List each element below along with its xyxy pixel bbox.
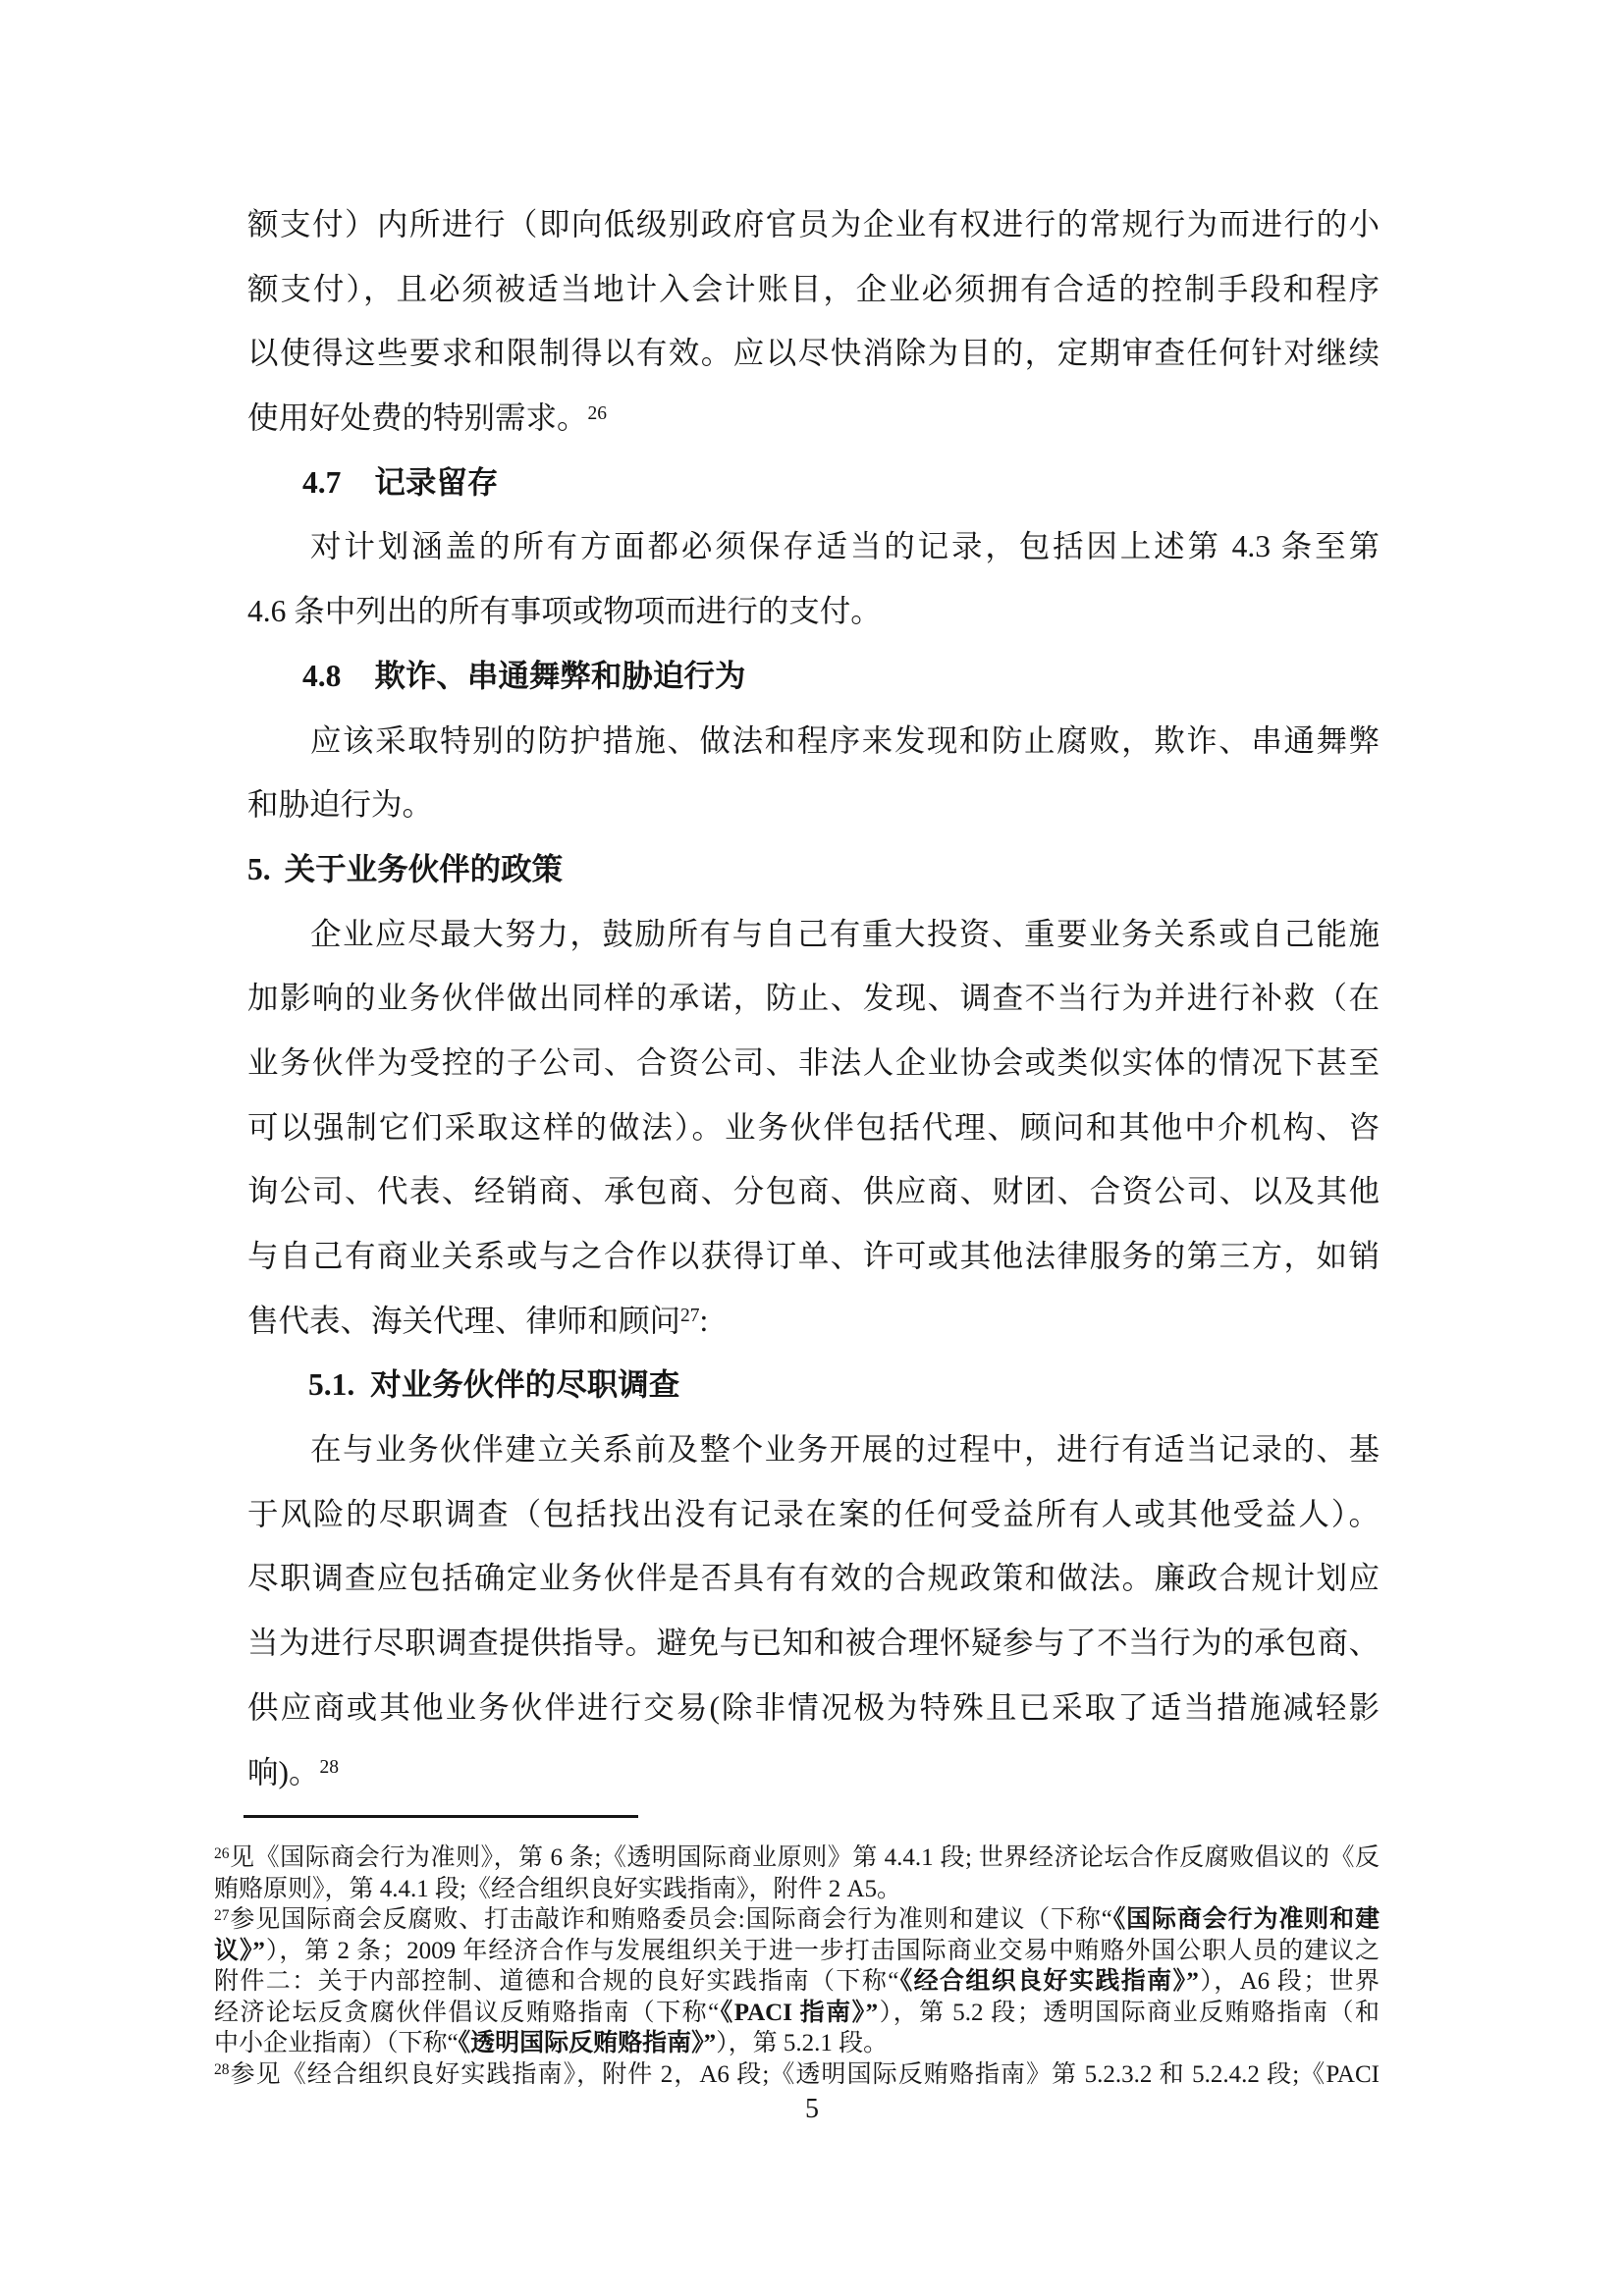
text-run: 4.8 (302, 658, 342, 693)
text-line (247, 1159, 1380, 1224)
text-run: 当为进行尽职调查提供指导。避免与已知和被合理怀疑参与了不当行为的承包商、 (247, 1626, 1380, 1661)
text-run: 4.7 (302, 464, 342, 500)
text-run: 议》” (214, 1937, 265, 1964)
section-heading (247, 644, 1380, 709)
text-run: ），第 5.2.1 段。 (716, 2030, 889, 2056)
text-line (247, 1289, 1380, 1354)
text-run: ），A6 段；世界 (1198, 1968, 1380, 1995)
text-run: 《透明国际反贿赂指南》” (458, 2030, 717, 2056)
text-line (247, 1740, 1380, 1805)
text-run: 额支付）内所进行（即向低级别政府官员为企业有权进行的常规行为而进行的小 (247, 207, 1380, 241)
body-text (247, 192, 1380, 1804)
footnote-ref: 27 (680, 1306, 700, 1327)
text-run: 加影响的业务伙伴做出同样的承诺，防止、发现、调查不当行为并进行补救（在 (247, 981, 1380, 1016)
text-run: 中小企业指南）（下称“ (214, 2030, 459, 2056)
text-line (247, 579, 1380, 644)
text-line (247, 1611, 1380, 1676)
text-line (247, 1676, 1380, 1740)
text-run: 售代表、海关代理、律师和顾问 (247, 1303, 681, 1338)
text-run: ），第 5.2 段；透明国际商业反贿赂指南（和 (878, 1999, 1380, 2026)
text-run: 5.1. (308, 1367, 355, 1403)
text-line (214, 1936, 1380, 1967)
text-run: 经济论坛反贪腐伙伴倡议反贿赂指南（下称“ (214, 1999, 720, 2026)
footnote-ref: 26 (214, 1844, 230, 1862)
text-run: 企业应尽最大努力，鼓励所有与自己有重大投资、重要业务关系或自己能施 (310, 916, 1380, 951)
footnote-separator (244, 1815, 638, 1818)
footnote-ref: 28 (319, 1757, 340, 1779)
text-line (247, 773, 1380, 837)
text-line (247, 709, 1380, 774)
text-line (247, 386, 1380, 451)
text-line (214, 1874, 1380, 1905)
text-line (247, 902, 1380, 967)
text-line (214, 1842, 1380, 1874)
footnote-ref: 28 (214, 2061, 230, 2079)
section-heading (247, 451, 1380, 515)
text-run: 5. (247, 851, 271, 886)
text-run: 对计划涵盖的所有方面都必须保存适当的记录，包括因上述第 4.3 条至第 (310, 529, 1380, 564)
section-heading (247, 1353, 1380, 1417)
text-run: 附件二：关于内部控制、道德和合规的良好实践指南（下称“ (214, 1968, 899, 1995)
text-line (214, 2028, 1380, 2059)
text-run: 关于业务伙伴的政策 (284, 851, 564, 886)
text-run: 使用好处费的特别需求。 (247, 400, 588, 436)
text-run: 与自己有商业关系或与之合作以获得订单、许可或其他法律服务的第三方，如销 (247, 1239, 1380, 1273)
text-run: 记录留存 (374, 464, 499, 500)
text-run: 在与业务伙伴建立关系前及整个业务开展的过程中，进行有适当记录的、基 (310, 1432, 1380, 1468)
footnote-ref: 27 (214, 1906, 230, 1924)
text-run: 《PACI 指南》” (719, 1999, 879, 2026)
text-line (247, 321, 1380, 386)
footnote-ref: 26 (587, 402, 608, 424)
text-run: 参见《经合组织良好实践指南》，附件 2，A6 段;《透明国际反贿赂指南》第 5.2.3.2 和 5.2.4.2 段;《PACI (229, 2060, 1380, 2088)
text-line (247, 1482, 1380, 1547)
section-heading (247, 837, 1380, 902)
footnotes (214, 1842, 1380, 2090)
text-line (247, 514, 1380, 579)
text-run: 对业务伙伴的尽职调查 (370, 1367, 680, 1403)
text-run: 响)。 (247, 1754, 320, 1789)
text-run: : (699, 1303, 709, 1338)
text-run: 以使得这些要求和限制得以有效。应以尽快消除为目的，定期审查任何针对继续 (247, 336, 1380, 371)
text-run: 供应商或其他业务伙伴进行交易(除非情况极为特殊且已采取了适当措施减轻影 (247, 1689, 1380, 1725)
text-line (247, 1417, 1380, 1482)
text-line (214, 2059, 1380, 2091)
text-line (214, 1998, 1380, 2029)
text-run: 参见国际商会反腐败、打击敲诈和贿赂委员会:国际商会行为准则和建议（下称“ (229, 1906, 1112, 1933)
text-run: 尽职调查应包括确定业务伙伴是否具有有效的合规政策和做法。廉政合规计划应 (247, 1561, 1380, 1596)
text-run: 业务伙伴为受控的子公司、合资公司、非法人企业协会或类似实体的情况下甚至 (247, 1044, 1380, 1080)
text-run: 于风险的尽职调查（包括找出没有记录在案的任何受益所有人或其他受益人）。 (247, 1496, 1380, 1531)
text-line (247, 1224, 1380, 1289)
text-run: 4.6 条中列出的所有事项或物项而进行的支付。 (247, 594, 882, 629)
text-run: 额支付），且必须被适当地计入会计账目，企业必须拥有合适的控制手段和程序 (247, 271, 1380, 306)
text-run: 贿赂原则》，第 4.4.1 段;《经合组织良好实践指南》，附件 2 A5。 (214, 1875, 902, 1902)
text-run: ），第 2 条；2009 年经济合作与发展组织关于进一步打击国际商业交易中贿赂外国公职人员的建议之 (264, 1937, 1380, 1964)
text-line (247, 1546, 1380, 1611)
text-line (214, 1904, 1380, 1936)
text-line (247, 1095, 1380, 1160)
text-line (247, 966, 1380, 1031)
text-line (247, 192, 1380, 257)
text-run: 《国际商会行为准则和建 (1111, 1906, 1380, 1933)
text-line (214, 1966, 1380, 1998)
page-number: 5 (805, 2094, 819, 2124)
text-run: 欺诈、串通舞弊和胁迫行为 (374, 658, 746, 693)
text-run: 询公司、代表、经销商、承包商、分包商、供应商、财团、合资公司、以及其他 (247, 1174, 1380, 1209)
text-line (247, 1031, 1380, 1095)
text-run: 《经合组织良好实践指南》” (898, 1968, 1199, 1995)
text-line (247, 257, 1380, 322)
text-run: 应该采取特别的防护措施、做法和程序来发现和防止腐败，欺诈、串通舞弊 (310, 722, 1380, 758)
text-run: 见《国际商会行为准则》，第 6 条;《透明国际商业原则》第 4.4.1 段; 世界经济论坛合作反腐败倡议的《反 (229, 1844, 1380, 1871)
text-run: 可以强制它们采取这样的做法）。业务伙伴包括代理、顾问和其他中介机构、咨 (247, 1109, 1380, 1145)
text-run: 和胁迫行为。 (247, 787, 434, 823)
